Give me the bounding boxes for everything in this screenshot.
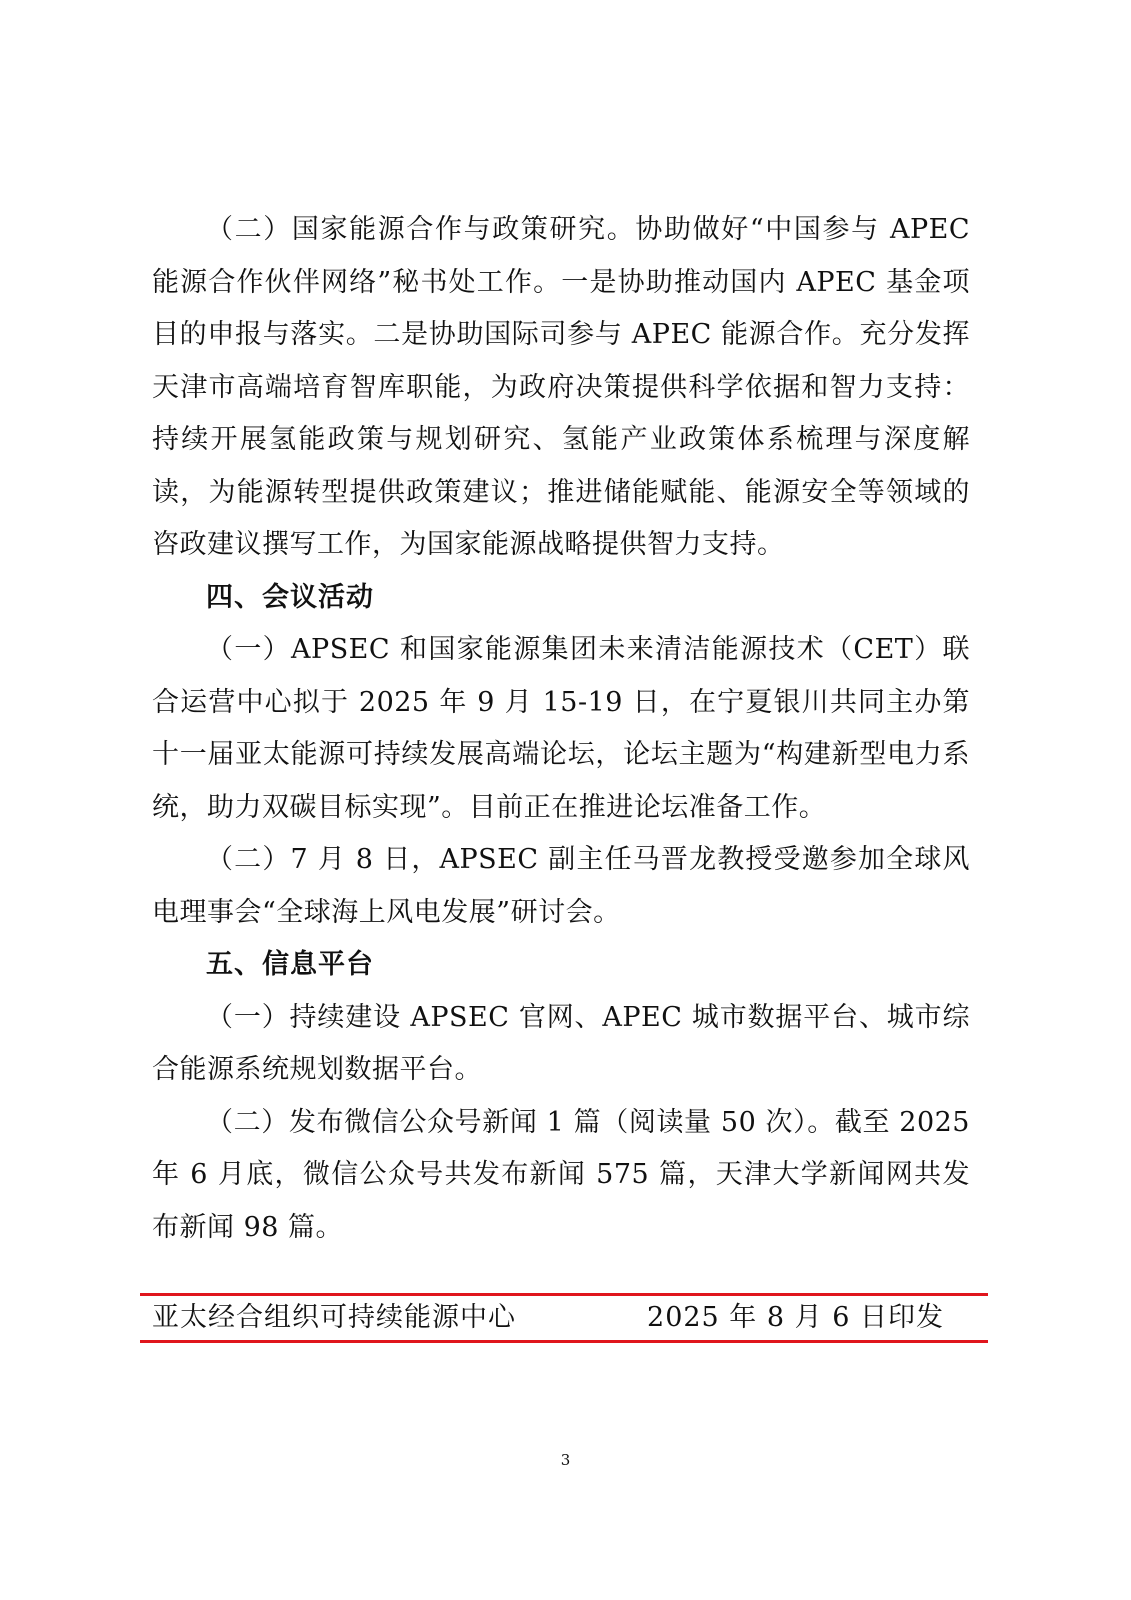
paragraph-wind-seminar: （二）7 月 8 日，APSEC 副主任马晋龙教授受邀参加全球风电理事会“全球海上风电发展”研讨会。 [152, 844, 970, 928]
issuance-footer [140, 1293, 988, 1345]
footer-issue-date: 2025 年 8 月 6 日印发 [647, 1302, 944, 1333]
section-heading-info-platform: 五、信息平台 [206, 949, 374, 980]
paragraph-wechat-news: （二）发布微信公众号新闻 1 篇（阅读量 50 次）。截至 2025 年 6 月底，微信公众号共发布新闻 575 篇，天津大学新闻网共发布新闻 98 篇。 [152, 1106, 970, 1243]
document-body [152, 204, 970, 1254]
footer-organization: 亚太经合组织可持续能源中心 [152, 1302, 516, 1333]
paragraph-platform-building: （一）持续建设 APSEC 官网、APEC 城市数据平台、城市综合能源系统规划数据平台。 [152, 1001, 970, 1085]
section-heading-meetings: 四、会议活动 [206, 581, 374, 613]
footer-top-rule [140, 1293, 988, 1296]
page-number: 3 [560, 1451, 571, 1469]
paragraph-energy-policy-research: （二）国家能源合作与政策研究。协助做好“中国参与 APEC 能源合作伙伴网络”秘书处工作。一是协助推动国内 APEC 基金项目的申报与落实。二是协助国际司参与 APEC 能源合作。充分发挥天津市高端培育智库职能，为政府决策提供科学依据和智力支持：持续开展氢能政策与规划研究、氢能产业政策体系梳理与深度解读，为能源转型提供政策建议；推进储能赋能、能源安全等领域的咨政建议撰写工作，为国家能源战略提供智力支持。 [152, 214, 970, 560]
footer-bottom-rule [140, 1340, 988, 1343]
paragraph-forum-plan: （一）APSEC 和国家能源集团未来清洁能源技术（CET）联合运营中心拟于 2025 年 9 月 15-19 日，在宁夏银川共同主办第十一届亚太能源可持续发展高端论坛，论坛主题为“构建新型电力系统，助力双碳目标实现”。目前正在推进论坛准备工作。 [152, 634, 970, 823]
